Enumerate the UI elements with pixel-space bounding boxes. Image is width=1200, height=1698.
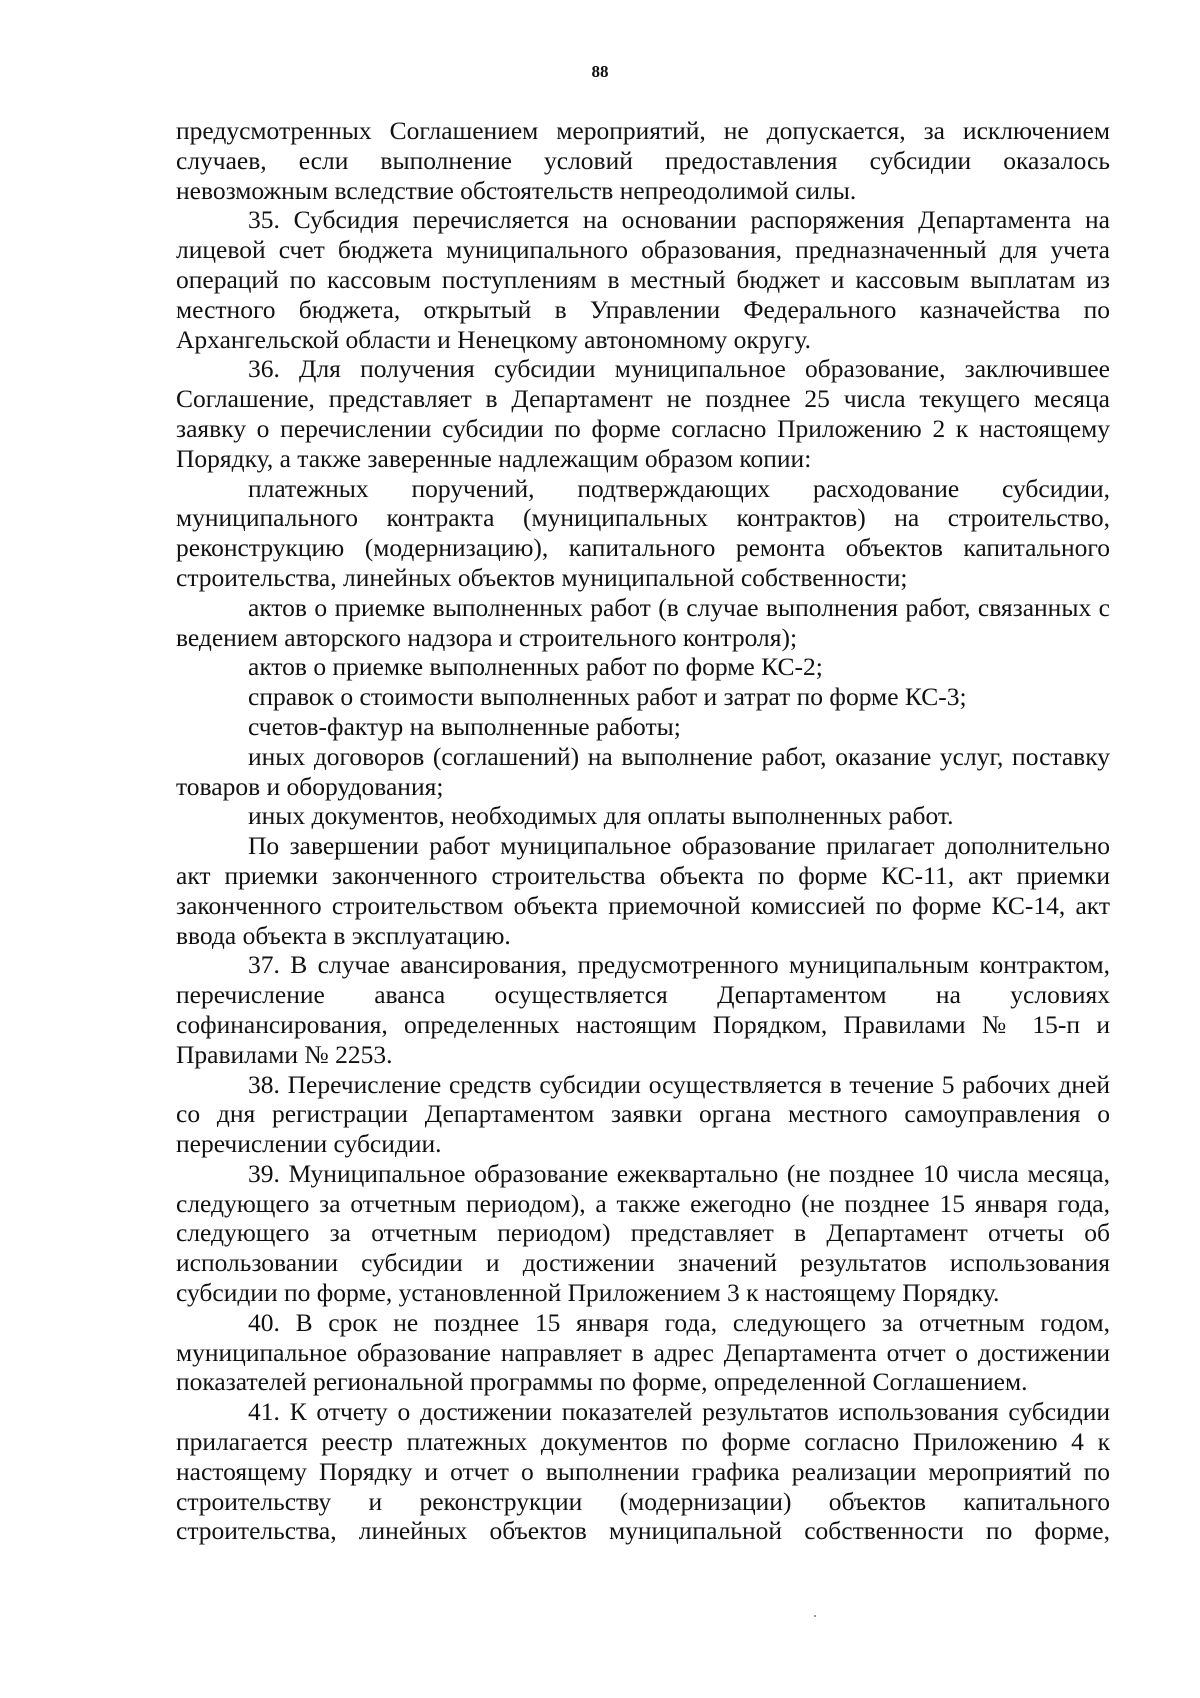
paragraph-completion: По завершении работ муниципальное образование прилагает дополнительно акт приемки законченного строительства объекта по форме КС-11, акт приемки законченного строительством объекта приемочной комиссией по форме КС-14, акт ввода объекта в эксплуатацию. [176,831,1110,950]
list-item-other-contracts: иных договоров (соглашений) на выполнение работ, оказание услуг, поставку товаров и оборудования; [176,741,1110,801]
paragraph-continuation: предусмотренных Соглашением мероприятий, не допускается, за исключением случаев, если выполнение условий предоставления субсидии оказалось невозможным вследствие обстоятельств непреодолимой силы. [176,116,1110,205]
paragraph-40: 40. В срок не позднее 15 января года, следующего за отчетным годом, муниципальное образование направляет в адрес Департамента отчет о достижении показателей региональной программы по форме, определенной Соглашением. [176,1307,1110,1397]
scan-speck [814,1615,816,1617]
list-item-acceptance-acts-ks2: актов о приемке выполненных работ по форме КС-2; [248,652,823,682]
list-item-cost-certificates-ks3: справок о стоимости выполненных работ и затрат по форме КС-3; [248,682,967,712]
paragraph-37: 37. В случае авансирования, предусмотренного муниципальным контрактом, перечисление аванса осуществляется Департаментом на условиях софинансирования, определенных настоящим Порядком, Правилами № 15-п и Правилами № 2253. [176,950,1110,1069]
list-item-invoices: счетов-фактур на выполненные работы; [248,711,681,741]
page-number: 88 [591,62,609,81]
document-body [176,116,1110,1546]
list-item-acceptance-acts-supervision: актов о приемке выполненных работ (в случае выполнения работ, связанных с ведением авторского надзора и строительного контроля); [176,592,1110,652]
paragraph-41: 41. К отчету о достижении показателей результатов использования субсидии прилагается реестр платежных документов по форме согласно Приложению 4 к настоящему Порядку и отчет о выполнении графика реализации мероприятий по строительству и реконструкции (модернизации) объектов капитального строительства, линейных объектов муниципальной собственности по форме, [176,1397,1110,1546]
paragraph-36: 36. Для получения субсидии муниципальное образование, заключившее Соглашение, представляет в Департамент не позднее 25 числа текущего месяца заявку о перечислении субсидии по форме согласно Приложению 2 к настоящему Порядку, а также заверенные надлежащим образом копии: [176,354,1110,473]
paragraph-39: 39. Муниципальное образование ежеквартально (не позднее 10 числа месяца, следующего за отчетным периодом), а также ежегодно (не позднее 15 января года, следующего за отчетным периодом) представляет в Департамент отчеты об использовании субсидии и достижении значений результатов использования субсидии по форме, установленной Приложением 3 к настоящему Порядку. [176,1158,1110,1308]
paragraph-35: 35. Субсидия перечисляется на основании распоряжения Департамента на лицевой счет бюджета муниципального образования, предназначенный для учета операций по кассовым поступлениям в местный бюджет и кассовым выплатам из местного бюджета, открытый в Управлении Федерального казначейства по Архангельской области и Ненецкому автономному округу. [176,205,1110,354]
list-item-other-documents: иных документов, необходимых для оплаты выполненных работ. [248,801,954,831]
list-item-payment-orders: платежных поручений, подтверждающих расходование субсидии, муниципального контракта (муниципальных контрактов) на строительство, реконструкцию (модернизацию), капитального ремонта объектов капитального строительства, линейных объектов муниципальной собственности; [176,473,1110,592]
paragraph-38: 38. Перечисление средств субсидии осуществляется в течение 5 рабочих дней со дня регистрации Департаментом заявки органа местного самоуправления о перечислении субсидии. [176,1069,1110,1159]
